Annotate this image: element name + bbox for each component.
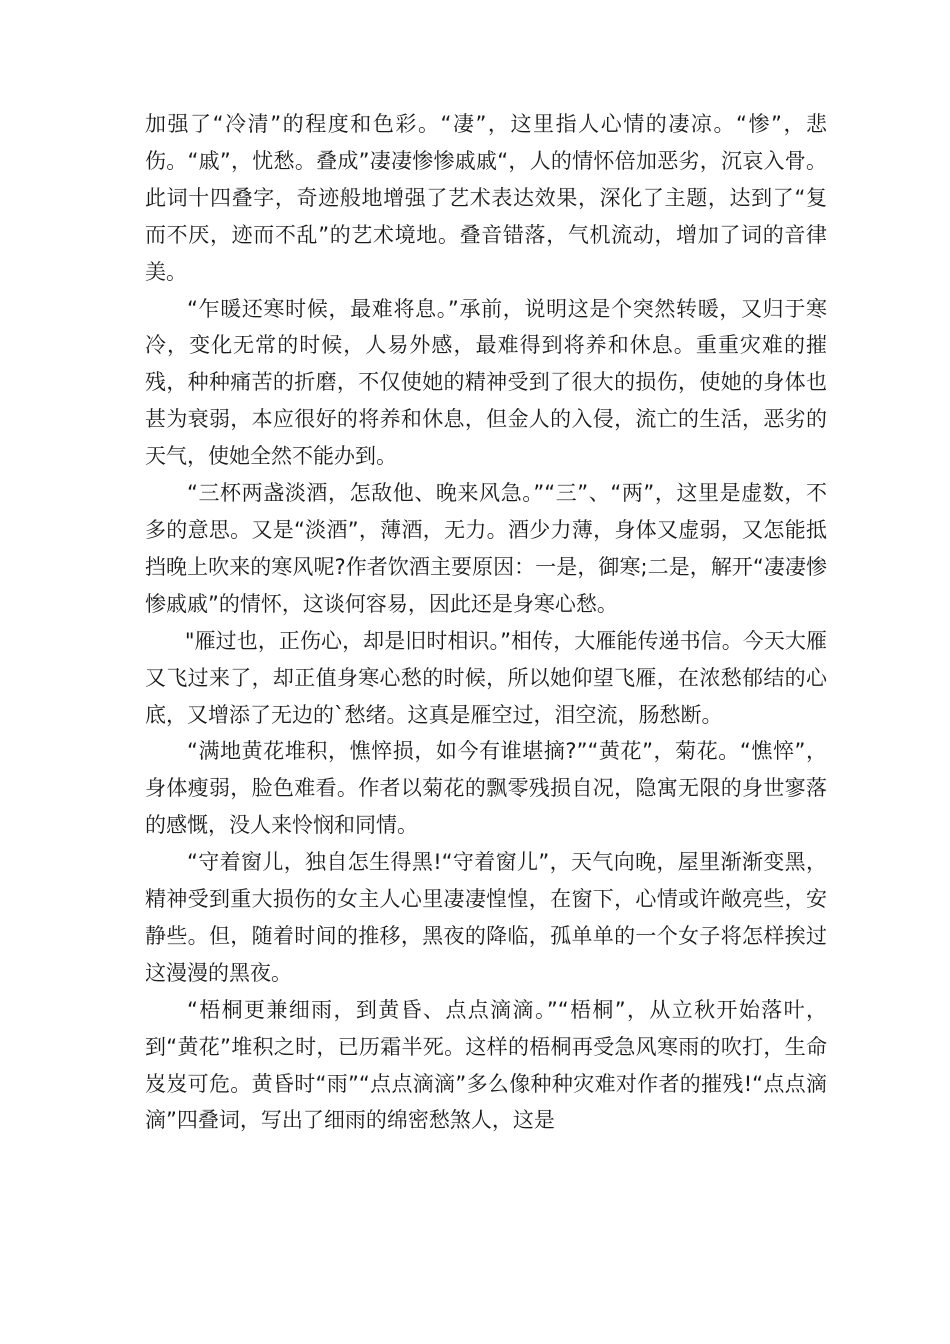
paragraph-1: 加强了“冷清”的程度和色彩。“凄”，这里指人心情的凄凉。“惨”，悲伤。“戚”，忧愁。叠成”凄凄惨惨戚戚“，人的情怀倍加恶劣，沉哀入骨。此词十四叠字，奇迹般地增强了艺术表达效果，深化了主题，达到了“复而不厌，迹而不乱”的艺术境地。叠音错落，气机流动，增加了词的音律美。 [145, 112, 827, 284]
paragraph-3: “三杯两盏淡酒，怎敌他、晚来风急。”“三”、“两”，这里是虚数，不多的意思。又是“淡酒”，薄酒，无力。酒少力薄，身体又虚弱，又怎能抵挡晚上吹来的寒风呢?作者饮酒主要原因：一是，御寒;二是，解开“凄凄惨惨戚戚”的情怀，这谈何容易，因此还是身寒心愁。 [145, 481, 827, 616]
paragraph-4: "雁过也，正伤心，却是旧时相识。”相传，大雁能传递书信。今天大雁又飞过来了，却正值身寒心愁的时候，所以她仰望飞雁，在浓愁郁结的心底，又增添了无边的`愁绪。这真是雁空过，泪空流，肠愁断。 [145, 628, 827, 727]
paragraph-2: “乍暖还寒时候，最难将息。”承前，说明这是个突然转暖，又归于寒冷，变化无常的时候，人易外感，最难得到将养和休息。重重灾难的摧残，种种痛苦的折磨，不仅使她的精神受到了很大的损伤，使她的身体也甚为衰弱，本应很好的将养和休息，但金人的入侵，流亡的生活，恶劣的天气，使她全然不能办到。 [145, 296, 827, 469]
paragraph-7: “梧桐更兼细雨，到黄昏、点点滴滴。”“梧桐”，从立秋开始落叶，到“黄花”堆积之时，已历霜半死。这样的梧桐再受急风寒雨的吹打，生命岌岌可危。黄昏时“雨”“点点滴滴”多么像种种灾难对作者的摧残!“点点滴滴”四叠词，写出了细雨的绵密愁煞人，这是 [145, 997, 827, 1133]
paragraph-5: “满地黄花堆积，憔悴损，如今有谁堪摘?”“黄花”，菊花。“憔悴”，身体瘦弱，脸色难看。作者以菊花的飘零残损自况，隐寓无限的身世寥落的感慨，没人来怜悯和同情。 [145, 739, 827, 838]
document-body [145, 106, 827, 1139]
paragraph-6: “守着窗儿，独自怎生得黑!“守着窗儿”，天气向晚，屋里渐渐变黑，精神受到重大损伤的女主人心里凄凄惶惶，在窗下，心情或许敞亮些，安静些。但，随着时间的推移，黑夜的降临，孤单单的一个女子将怎样挨过这漫漫的黑夜。 [145, 850, 827, 985]
